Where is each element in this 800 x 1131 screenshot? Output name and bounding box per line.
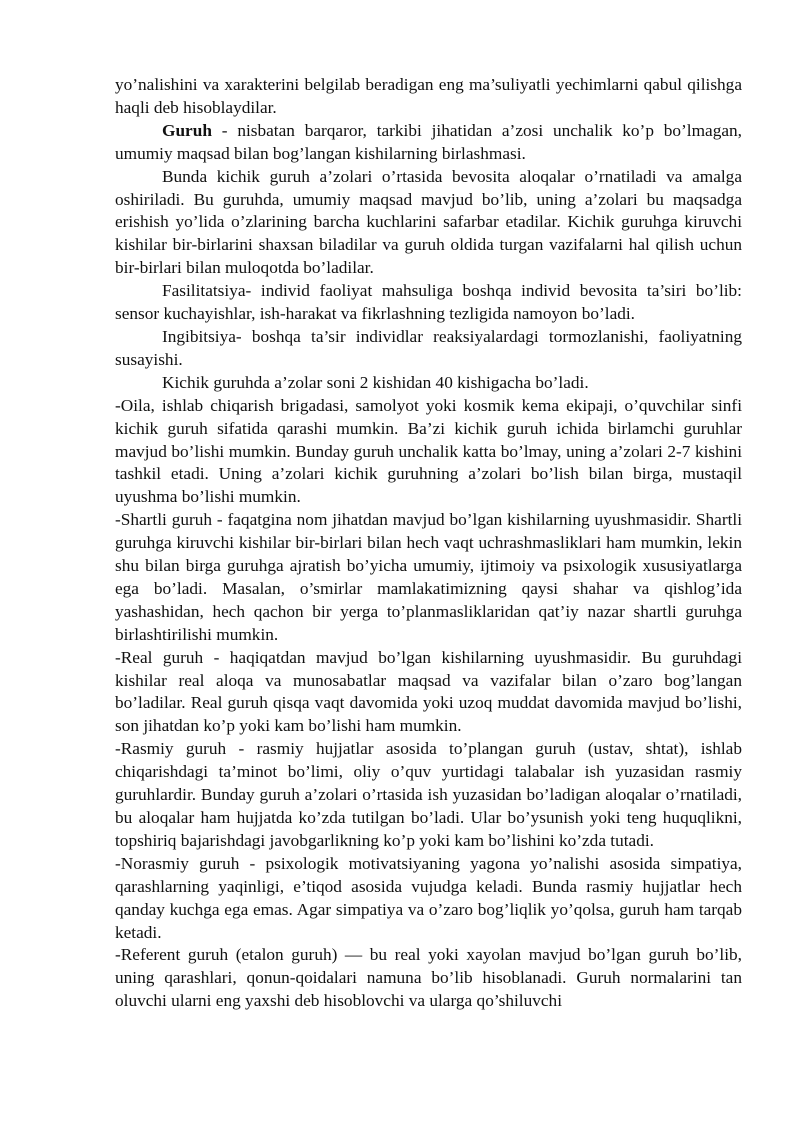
paragraph-real-group: -Real guruh - haqiqatdan mavjud bo’lgan kishilarning uyushmasidir. Bu guruhdagi kishilar real aloqa va munosabatlar maqsad va vazifalar bilan o’zaro bog’langan bo’ladilar. Real guruh qisqa vaqt davomida yoki uzoq muddat davomida mavjud bo’lishi, son jihatdan ko’p yoki kam bo’lishi ham mumkin.	[115, 647, 742, 736]
paragraph-reference-group: -Referent guruh (etalon guruh) — bu real yoki xayolan mavjud bo’lgan guruh bo’lib, uning qarashlari, qonun-qoidalari namuna bo’lib hisoblanadi. Guruh normalarini tan oluvchi ularni eng yaxshi deb hisoblovchi va ularga qo’shiluvchi	[115, 945, 742, 1011]
term-guruh: Guruh	[162, 120, 212, 140]
paragraph-informal-group: -Norasmiy guruh - psixologik motivatsiyaning yagona yo’nalishi asosida simpatiya, qarashlarning yaqinligi, e’tiqod asosida vujudga keladi. Bunda rasmiy hujjatlar hech qanday kuchga ega emas. Agar simpatiya va o’zaro bog’liqlik yo’qolsa, guruh ham tarqab ketadi.	[115, 853, 742, 942]
document-page	[115, 74, 742, 1013]
paragraph-conditional-group: -Shartli guruh - faqatgina nom jihatdan mavjud bo’lgan kishilarning uyushmasidir. Shartli guruhga kiruvchi kishilar bir-birlari bilan hech vaqt uchrashmasliklari ham mumkin, lekin shu bilan birga guruhga ajratish bo’yicha umumiy, ijtimoiy va psixologik xususiyatlarga ega bo’ladi. Masalan, o’smirlar mamlakatimizning qaysi shahar va qishlog’ida yashashidan, hech qachon bir yerga to’planmasliklaridan qat’iy nazar shartli guruhga birlashtirilishi mumkin.	[115, 510, 742, 644]
guruh-definition-text: - nisbatan barqaror, tarkibi jihatidan a’zosi unchalik ko’p bo’lmagan, umumiy maqsad bilan bog’langan kishilarning birlashmasi.	[115, 120, 742, 163]
paragraph-guruh-definition	[115, 120, 742, 166]
paragraph-family-example: -Oila, ishlab chiqarish brigadasi, samolyot yoki kosmik kema ekipaji, o’quvchilar sinfi kichik guruh sifatida qarashi mumkin. Ba’zi kichik guruh ichida birlamchi guruhlar mavjud bo’lishi mumkin. Bunday guruh unchalik katta bo’lmay, uning a’zolari 2-7 kishini tashkil etadi. Uning a’zolari kichik guruhning a’zolari bo’lish bilan birga, mustaqil uyushma bo’lishi mumkin.	[115, 395, 742, 507]
paragraph-continuation: yo’nalishini va xarakterini belgilab beradigan eng ma’suliyatli yechimlarni qabul qilishga haqli deb hisoblaydilar.	[115, 75, 742, 117]
paragraph-small-group: Bunda kichik guruh a’zolari o’rtasida bevosita aloqalar o’rnatiladi va amalga oshiriladi. Bu guruhda, umumiy maqsad mavjud bo’lib, uning a’zolari bu maqsadga erishish yo’lida o’zlarining barcha kuchlarini safarbar etadilar. Kichik guruhga kiruvchi kishilar bir-birlarini shaxsan biladilar va guruh oldida turgan vazifalarni hal qilish uchun bir-birlari bilan muloqotda bo’ladilar.	[115, 166, 742, 278]
paragraph-facilitation: Fasilitatsiya- individ faoliyat mahsuliga boshqa individ bevosita ta’siri bo’lib: sensor kuchayishlar, ish-harakat va fikrlashning tezligida namoyon bo’ladi.	[115, 281, 742, 324]
paragraph-inhibition: Ingibitsiya- boshqa ta’sir individlar reaksiyalardagi tormozlanishi, faoliyatning susayishi.	[115, 326, 742, 369]
paragraph-formal-group: -Rasmiy guruh - rasmiy hujjatlar asosida to’plangan guruh (ustav, shtat), ishlab chiqarishdagi ta’minot bo’limi, oliy o’quv yurtidagi talabalar ish yuzasidan rasmiy guruhlardir. Bunday guruh a’zolari o’rtasida ish yuzasidan bo’ladigan aloqalar o’rnatiladi, bu aloqalar ham hujjatda ko’zda tutilgan bo’ladi. Ular bo’ysunish yoki teng huquqlikni, topshiriq bajarishdagi javobgarlikning ko’p yoki kam bo’lishini ko’zda tutadi.	[115, 739, 742, 850]
paragraph-member-count: Kichik guruhda a’zolar soni 2 kishidan 40 kishigacha bo’ladi.	[162, 372, 589, 392]
